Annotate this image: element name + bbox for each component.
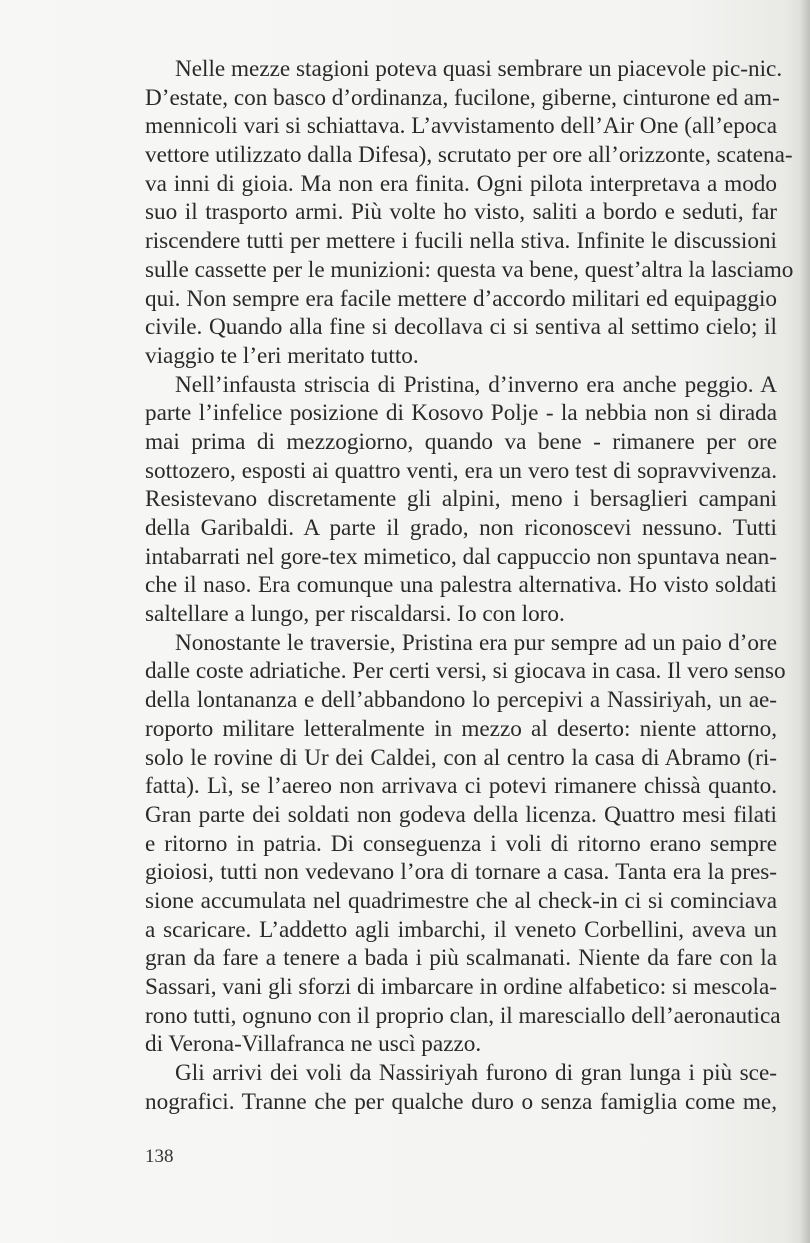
text-line: Nell’infausta striscia di Pristina, d’inverno era anche peggio. A [175, 371, 777, 398]
text-line: riscendere tutti per mettere i fucili nella stiva. Infinite le discussioni [145, 228, 777, 255]
page-gutter-shadow [800, 0, 810, 1243]
text-line: nografici. Tranne che per qualche duro o senza famiglia come me, [145, 1088, 777, 1115]
paragraph [145, 55, 794, 371]
text-line: a scaricare. L’addetto agli imbarchi, il veneto Corbellini, aveva un [145, 916, 777, 943]
text-line: parte l’infelice posizione di Kosovo Polje - la nebbia non si dirada [145, 400, 777, 427]
text-line: fatta). Lì, se l’aereo non arrivava ci potevi rimanere chissà quanto. [145, 773, 777, 800]
text-line: va inni di gioia. Ma non era finita. Ogni pilota interpretava a modo [145, 170, 777, 197]
text-line: rono tutti, ognuno con il proprio clan, il maresciallo dell’aeronautica [145, 1002, 781, 1029]
text-line: sulle cassette per le munizioni: questa va bene, quest’altra la lasciamo [145, 256, 794, 283]
text-line: Sassari, vani gli sforzi di imbarcare in ordine alfabetico: si mescola- [145, 974, 777, 1000]
text-line: gioiosi, tutti non vedevano l’ora di tornare a casa. Tanta era la pres- [145, 859, 777, 886]
text-line: mai prima di mezzogiorno, quando va bene - rimanere per ore [145, 428, 777, 455]
text-line: viaggio te l’eri meritato tutto. [145, 342, 419, 369]
text-line: gran da fare a tenere a bada i più scalmanati. Niente da fare con la [145, 945, 777, 972]
text-line: roporto militare letteralmente in mezzo al deserto: niente attorno, [145, 715, 777, 742]
text-line: suo il trasporto armi. Più volte ho visto, saliti a bordo e seduti, far [145, 199, 777, 226]
text-line: che il naso. Era comunque una palestra alternativa. Ho visto soldati [145, 572, 777, 599]
text-line: mennicoli vari si schiattava. L’avvistamento dell’Air One (all’epoca [145, 113, 777, 140]
text-line: di Verona-Villafranca ne uscì pazzo. [145, 1031, 482, 1058]
text-line: Nonostante le traversie, Pristina era pur sempre ad un paio d’ore [175, 629, 777, 656]
text-line: solo le rovine di Ur dei Caldei, con al centro la casa di Abramo (ri- [145, 744, 777, 771]
text-line: vettore utilizzato dalla Difesa), scrutato per ore all’orizzonte, scatena- [145, 142, 793, 169]
text-line: sottozero, esposti ai quattro venti, era un vero test di sopravvivenza. [145, 457, 777, 484]
body-text [145, 55, 794, 1116]
text-line: Gli arrivi dei voli da Nassiriyah furono di gran lunga i più sce- [175, 1060, 777, 1087]
page-number: 138 [145, 1146, 174, 1167]
text-line: e ritorno in patria. Di conseguenza i voli di ritorno erano sempre [145, 830, 777, 857]
paragraph [145, 1059, 777, 1116]
text-line: civile. Quando alla fine si decollava ci si sentiva al settimo cielo; il [145, 314, 777, 341]
text-line: sione accumulata nel quadrimestre che al check-in ci si cominciava [145, 887, 777, 914]
text-line: della lontananza e dell’abbandono lo percepivi a Nassiriyah, un ae- [145, 687, 777, 714]
text-line: intabarrati nel gore-tex mimetico, dal cappuccio non spuntava nean- [145, 543, 777, 570]
text-line: della Garibaldi. A parte il grado, non riconoscevi nessuno. Tutti [145, 515, 777, 541]
text-line: qui. Non sempre era facile mettere d’accordo militari ed equipaggio [145, 285, 777, 312]
text-line: saltellare a lungo, per riscaldarsi. Io con loro. [145, 601, 565, 628]
text-line: D’estate, con basco d’ordinanza, fucilone, giberne, cinturone ed am- [145, 84, 780, 111]
text-line: Nelle mezze stagioni poteva quasi sembrare un piacevole pic-nic. [175, 56, 783, 82]
paragraph [145, 629, 786, 1059]
text-line: Gran parte dei soldati non godeva della licenza. Quattro mesi filati [145, 801, 777, 828]
text-line: dalle coste adriatiche. Per certi versi, si giocava in casa. Il vero senso [145, 658, 786, 685]
text-line: Resistevano discretamente gli alpini, meno i bersaglieri campani [145, 486, 777, 513]
paragraph [145, 371, 777, 629]
